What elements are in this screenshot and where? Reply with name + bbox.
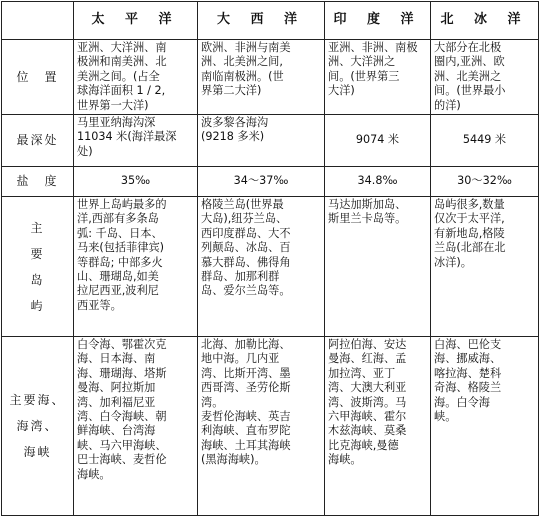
cell-text-line: 大岛),纽芬兰岛、: [201, 212, 288, 226]
cell-text-line: 马达加斯加岛、: [328, 198, 407, 212]
cell-text-line: 格陵兰岛(世界最: [201, 198, 284, 212]
cell-text-line: 洲、大洋洲之: [328, 55, 396, 69]
cell-text-line: 列颠岛、冰岛、百: [201, 241, 291, 255]
cell-text-line: (黑海海峡)。: [201, 453, 266, 467]
cell-text-line: 海、珊瑚海、塔斯: [77, 366, 167, 380]
cell-text-line: 北海、加勒比海、: [201, 338, 291, 352]
cell-text-line: 波多黎各海沟: [201, 116, 269, 130]
cell-text-line: 11034 米(海洋最深: [77, 130, 177, 144]
row-label-main-islands: 主 要 岛 屿: [2, 197, 74, 337]
cell-text-line: 斯里兰卡岛等。: [328, 212, 407, 226]
cell-text-line: 等群岛; 中部多火: [77, 255, 163, 269]
cell-text-line: 美洲之间。(占全: [77, 69, 160, 83]
cell-text-line: 海。白令海: [434, 395, 490, 409]
header-arctic: 北 冰 洋: [431, 2, 539, 40]
cell-main-islands-indian: [325, 197, 431, 337]
cell-text-line: 9074 米: [355, 133, 400, 147]
cell-text-line: 仅次于太平洋,: [434, 212, 505, 226]
cell-text-line: 34.8‰: [357, 174, 398, 188]
cell-text-line: 慕大群岛、佛得角: [201, 255, 291, 269]
cell-text-line: 麦哲伦海峡、英吉: [201, 410, 291, 424]
cell-text-line: 六甲海峡、霍尔: [328, 410, 407, 424]
cell-text-line: 曼海、阿拉斯加: [77, 381, 156, 395]
ocean-comparison-table: [1, 1, 539, 516]
cell-text-line: 岛、爱尔兰岛等。: [201, 284, 291, 298]
cell-main-islands-atlantic: [198, 197, 325, 337]
row-salinity: [2, 167, 539, 197]
cell-seas-bays-straits-indian: [325, 337, 431, 516]
cell-location-arctic: [431, 40, 539, 115]
cell-text-line: 峡、马六甲海峡、: [77, 438, 167, 452]
row-label-location: 位 置: [2, 40, 74, 115]
cell-salinity-atlantic: [198, 167, 325, 197]
cell-text-line: 岛屿很多,数量: [434, 198, 505, 212]
cell-text-line: 湾、比斯开湾、墨: [201, 366, 291, 380]
row-label-deepest-point: 最深处: [2, 115, 74, 167]
cell-salinity-indian: [325, 167, 431, 197]
cell-text-line: 南临南极洲。(世: [201, 69, 284, 83]
cell-text-line: 西哥湾、圣劳伦斯: [201, 381, 291, 395]
cell-text-line: 洲、北美洲之: [434, 69, 502, 83]
cell-text-line: 欧洲、非洲与南美: [201, 41, 291, 54]
cell-text-line: 世界上岛屿最多的: [77, 198, 167, 212]
cell-text-line: 奇海、格陵兰: [434, 381, 502, 395]
cell-text-line: 峡。: [434, 410, 457, 424]
row-deepest-point: [2, 115, 539, 167]
cell-text-line: 弧: 千岛、日本、: [77, 226, 163, 240]
cell-text-line: 极洲和南美洲、北: [77, 55, 167, 69]
cell-text-line: 处): [77, 144, 93, 158]
cell-text-line: 湾。: [201, 395, 224, 409]
cell-text-line: 界第二大洋): [201, 84, 262, 98]
cell-salinity-pacific: [74, 167, 198, 197]
row-seas-bays-straits: [2, 337, 539, 516]
cell-deepest-point-arctic: [431, 115, 539, 167]
cell-text-line: 大部分在北极: [434, 41, 502, 54]
cell-text-line: 海、挪威海、: [434, 352, 502, 366]
cell-text-line: (9218 多米): [201, 130, 265, 144]
cell-text-line: 群岛、加那利群: [201, 270, 280, 284]
cell-text-line: 马里亚纳海沟深: [77, 116, 156, 130]
cell-deepest-point-pacific: [74, 115, 198, 167]
cell-main-islands-arctic: [431, 197, 539, 337]
cell-text-line: 圈内,亚洲、欧: [434, 55, 505, 69]
cell-text-line: 鲜海峡、台湾海: [77, 424, 156, 438]
cell-text-line: 5449 米: [462, 133, 507, 147]
cell-text-line: 冰洋)。: [434, 255, 472, 269]
cell-text-line: 洲、北美洲之间,: [201, 55, 283, 69]
cell-text-line: 海峡、土耳其海峡: [201, 438, 291, 452]
cell-text-line: 喀拉海、楚科: [434, 366, 502, 380]
header-atlantic: 大 西 洋: [198, 2, 325, 40]
cell-text-line: 有新地岛,格陵: [434, 226, 505, 240]
cell-text-line: 白令海、鄂霍次克: [77, 338, 167, 352]
cell-text-line: 间。(世界第三: [328, 69, 400, 83]
header-indian: 印 度 洋: [325, 2, 431, 40]
cell-text-line: 兰岛(北部在北: [434, 241, 506, 255]
cell-text-line: 木兹海峡、莫桑: [328, 424, 407, 438]
cell-text-line: 曼海、红海、孟: [328, 352, 407, 366]
cell-location-indian: [325, 40, 431, 115]
cell-text-line: 的洋): [434, 98, 461, 112]
cell-text-line: 山、珊瑚岛,如美: [77, 270, 159, 284]
cell-text-line: 湾、大澳大利亚: [328, 381, 407, 395]
cell-text-line: 加拉湾、亚丁: [328, 366, 396, 380]
cell-text-line: 比克海峡,曼德: [328, 438, 399, 452]
cell-text-line: 白海、巴伦支: [434, 338, 502, 352]
cell-text-line: 马来(包括菲律宾): [77, 241, 165, 255]
cell-seas-bays-straits-atlantic: [198, 337, 325, 516]
cell-text-line: 西亚等。: [77, 298, 122, 312]
cell-location-atlantic: [198, 40, 325, 115]
cell-text-line: 35‰: [120, 174, 151, 188]
cell-deepest-point-indian: [325, 115, 431, 167]
cell-text-line: 间。(世界最小: [434, 84, 506, 98]
cell-deepest-point-atlantic: [198, 115, 325, 167]
cell-text-line: 拉尼西亚,波利尼: [77, 284, 159, 298]
cell-seas-bays-straits-pacific: [74, 337, 198, 516]
header-row: [2, 2, 539, 40]
cell-seas-bays-straits-arctic: [431, 337, 539, 516]
row-label-seas-bays-straits: 主要海、 海湾、 海峡: [2, 337, 74, 516]
cell-location-pacific: [74, 40, 198, 115]
header-pacific: 太 平 洋: [74, 2, 198, 40]
cell-main-islands-pacific: [74, 197, 198, 337]
cell-salinity-arctic: [431, 167, 539, 197]
cell-text-line: 海峡。: [328, 453, 362, 467]
corner-cell: [2, 2, 74, 40]
cell-text-line: 30～32‰: [457, 174, 512, 188]
cell-text-line: 阿拉伯海、安达: [328, 338, 407, 352]
cell-text-line: 巴士海峡、麦哲伦: [77, 453, 167, 467]
row-location: [2, 40, 539, 115]
cell-text-line: 利海峡、直布罗陀: [201, 424, 291, 438]
cell-text-line: 西印度群岛、大不: [201, 226, 291, 240]
cell-text-line: 海、日本海、南: [77, 352, 156, 366]
cell-text-line: 洋,西部有多条岛: [77, 212, 159, 226]
cell-text-line: 世界第一大洋): [77, 98, 149, 112]
cell-text-line: 亚洲、非洲、南极: [328, 41, 418, 54]
row-label-salinity: 盐 度: [2, 167, 74, 197]
cell-text-line: 湾、波斯湾。马: [328, 395, 407, 409]
cell-text-line: 湾、白令海峡、朝: [77, 410, 167, 424]
cell-text-line: 大洋): [328, 84, 355, 98]
cell-text-line: 地中海。几内亚: [201, 352, 280, 366]
cell-text-line: 湾、加利福尼亚: [77, 395, 156, 409]
cell-text-line: 球海洋面积 1 / 2,: [77, 84, 166, 98]
row-main-islands: [2, 197, 539, 337]
cell-text-line: 34～37‰: [233, 174, 289, 188]
cell-text-line: 海峡。: [77, 467, 111, 481]
cell-text-line: 亚洲、大洋洲、南: [77, 41, 167, 54]
